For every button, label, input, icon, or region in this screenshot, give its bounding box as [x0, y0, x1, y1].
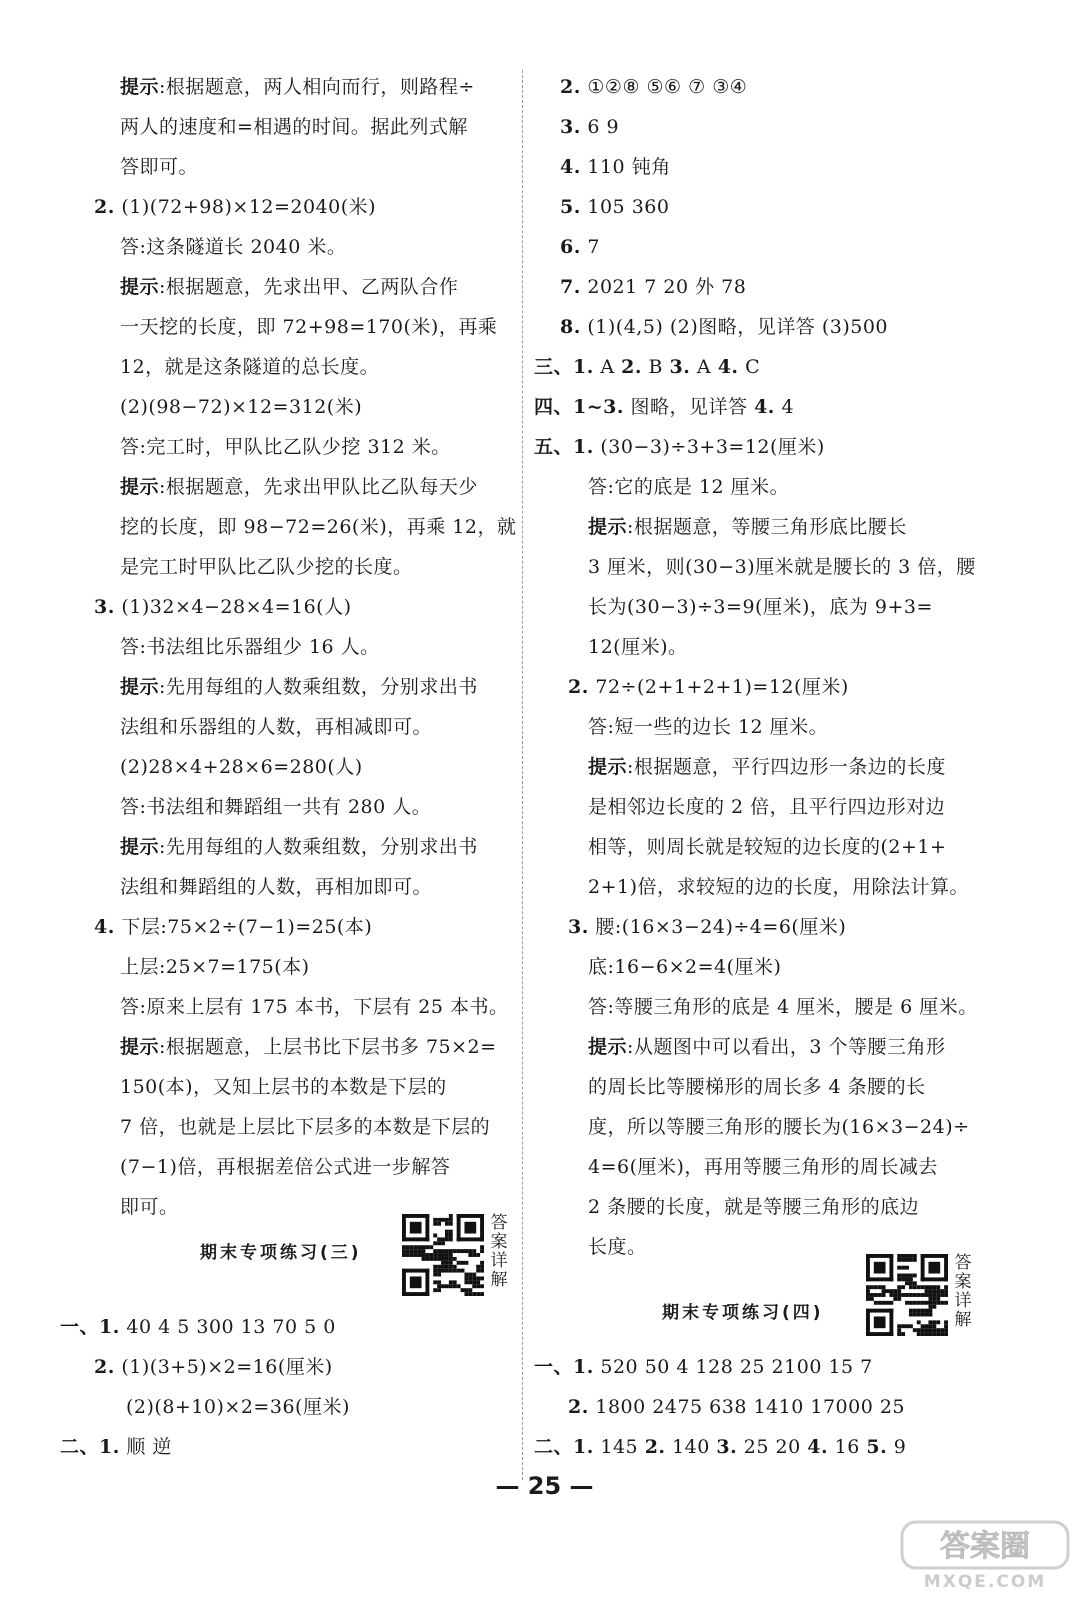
- answer-text: 法组和乐器组的人数，再相减即可。: [120, 716, 433, 738]
- answer-text: 40 4 5 300 13 70 5 0: [119, 1316, 336, 1338]
- answer-text: 2021 7 20 外 78: [580, 276, 747, 298]
- answer-label: 2.: [568, 1396, 589, 1418]
- answer-text: 3 厘米，则(30−3)厘米就是腰长的 3 倍，腰: [588, 556, 976, 578]
- answer-line: [60, 1314, 336, 1340]
- answer-label: 2.: [560, 76, 581, 98]
- answer-line: [588, 1194, 919, 1220]
- answer-label: 提示: [120, 76, 160, 98]
- answer-text: :根据题意，上层书比下层书多 75×2=: [159, 1036, 497, 1058]
- answer-line: [534, 1354, 873, 1380]
- answer-line: [588, 594, 933, 620]
- section-title-final-practice-4: 期末专项练习(四): [662, 1303, 824, 1323]
- answer-text: 4: [774, 396, 795, 418]
- answer-text: (2)28×4+28×6=280(人): [120, 756, 363, 778]
- answer-line: [588, 834, 946, 860]
- answer-line: [588, 994, 978, 1020]
- answer-line: [588, 1154, 938, 1180]
- answer-text: 答:书法组比乐器组少 16 人。: [120, 636, 380, 658]
- answer-line: [560, 314, 888, 340]
- answer-text: 答:这条隧道长 2040 米。: [120, 236, 347, 258]
- answer-label: 3.: [560, 116, 581, 138]
- answer-text: 两人的速度和=相遇的时间。据此列式解: [120, 116, 468, 138]
- answer-label: 二、1.: [60, 1436, 120, 1458]
- answer-text: 答:书法组和舞蹈组一共有 280 人。: [120, 796, 432, 818]
- watermark-url: MXQE.COM: [923, 1572, 1047, 1592]
- answer-text: (30−3)÷3+3=12(厘米): [593, 436, 825, 458]
- answer-line: [568, 674, 849, 700]
- answer-text: 7 倍，也就是上层比下层多的本数是下层的: [120, 1116, 491, 1138]
- answer-label: 2.: [644, 1436, 666, 1458]
- answer-line: [120, 1194, 179, 1220]
- answer-text: 25 20: [737, 1436, 808, 1458]
- answer-text: (7−1)倍，再根据差倍公式进一步解答: [120, 1156, 451, 1178]
- answer-line: [120, 674, 478, 700]
- answer-label: 5.: [560, 196, 581, 218]
- column-divider: [522, 70, 523, 1480]
- answer-line: [588, 754, 946, 780]
- answer-line: [120, 434, 451, 460]
- answer-text: (1)32×4−28×4=16(人): [114, 596, 352, 618]
- answer-line: [588, 514, 907, 540]
- answer-label: 三、1.: [534, 356, 594, 378]
- answer-label: 8.: [560, 316, 581, 338]
- answer-label: 提示: [588, 756, 628, 778]
- answer-label: 2.: [94, 196, 115, 218]
- answer-line: [588, 474, 789, 500]
- answer-text: 相等，则周长就是较短的边长度的(2+1+: [588, 836, 947, 858]
- answer-line: [560, 114, 619, 140]
- qr-code-graphic: [402, 1214, 484, 1296]
- answer-line: [94, 594, 352, 620]
- answer-label: 4.: [807, 1436, 829, 1458]
- answer-text: :根据题意，先求出甲队比乙队每天少: [159, 476, 478, 498]
- answer-text: :根据题意，等腰三角形底比腰长: [627, 516, 907, 538]
- answer-text: 法组和舞蹈组的人数，再相加即可。: [120, 876, 433, 898]
- answer-line: [126, 1394, 350, 1420]
- answer-label: 五、1.: [534, 436, 594, 458]
- answer-line: [568, 1394, 905, 1420]
- answer-label: 四、1~3.: [534, 396, 624, 418]
- answer-line: [94, 914, 372, 940]
- answer-text: 即可。: [120, 1196, 179, 1218]
- answer-text: 答:原来上层有 175 本书，下层有 25 本书。: [120, 996, 509, 1018]
- answer-text: 顺 逆: [119, 1436, 172, 1458]
- answer-line: [588, 874, 969, 900]
- answer-line: [120, 954, 310, 980]
- watermark-logo: [900, 1520, 1070, 1592]
- answer-text: 72÷(2+1+2+1)=12(厘米): [588, 676, 849, 698]
- answer-text: :根据题意，两人相向而行，则路程÷: [159, 76, 475, 98]
- watermark-text: 答案圈: [940, 1529, 1030, 1564]
- answer-line: [120, 474, 478, 500]
- section-title-final-practice-3: 期末专项练习(三): [200, 1243, 362, 1263]
- answer-label: 一、1.: [60, 1316, 120, 1338]
- answer-line: [560, 274, 746, 300]
- answer-line: [120, 394, 362, 420]
- qr-caption-answer-details: 答案详解: [490, 1213, 508, 1290]
- answer-line: [94, 1354, 333, 1380]
- answer-line: [60, 1434, 172, 1460]
- answer-label: 二、1.: [534, 1436, 594, 1458]
- answer-label: 2.: [621, 356, 642, 378]
- answer-text: ①②⑧ ⑤⑥ ⑦ ③④: [580, 76, 748, 98]
- answer-text: 105 360: [580, 196, 670, 218]
- answer-text: 7: [580, 236, 600, 258]
- answer-label: 2.: [568, 676, 589, 698]
- answer-label: 2.: [94, 1356, 115, 1378]
- answer-line: [120, 754, 363, 780]
- answer-line: [534, 354, 760, 380]
- answer-label: 提示: [120, 676, 160, 698]
- answer-line: [588, 1234, 647, 1260]
- answer-line: [120, 1074, 447, 1100]
- answer-line: [120, 1154, 450, 1180]
- answer-line: [588, 714, 828, 740]
- answer-text: 12，就是这条隧道的总长度。: [120, 356, 380, 378]
- answer-line: [534, 434, 825, 460]
- answer-text: 16: [828, 1436, 867, 1458]
- qr-code-graphic: [866, 1254, 948, 1336]
- watermark-graphic: [900, 1520, 1070, 1592]
- answer-text: 度，所以等腰三角形的腰长为(16×3−24)÷: [588, 1116, 970, 1138]
- answer-text: A: [690, 356, 718, 378]
- answer-label: 4.: [717, 356, 739, 378]
- answer-text: 2+1)倍，求较短的边的长度，用除法计算。: [588, 876, 970, 898]
- answer-text: 6 9: [580, 116, 620, 138]
- answer-text: 2 条腰的长度，就是等腰三角形的底边: [588, 1196, 920, 1218]
- answer-text: 9: [887, 1436, 907, 1458]
- answer-label: 提示: [120, 476, 160, 498]
- answer-line: [120, 994, 509, 1020]
- answer-text: 图略，见详答: [623, 396, 755, 418]
- answer-line: [120, 1034, 497, 1060]
- answer-label: 3.: [669, 356, 691, 378]
- answer-label: 提示: [120, 1036, 160, 1058]
- answer-text: 挖的长度，即 98−72=26(米)，再乘 12，就: [120, 516, 517, 538]
- answer-line: [568, 914, 846, 940]
- answer-text: (2)(98−72)×12=312(米): [120, 396, 363, 418]
- answer-line: [588, 634, 688, 660]
- answer-line: [588, 554, 976, 580]
- answer-text: 一天挖的长度，即 72+98=170(米)，再乘: [120, 316, 498, 338]
- answer-label: 提示: [588, 516, 628, 538]
- answer-label: 提示: [120, 836, 160, 858]
- answer-line: [120, 354, 379, 380]
- answer-text: B: [642, 356, 670, 378]
- answer-text: 150(本)，又知上层书的本数是下层的: [120, 1076, 447, 1098]
- answer-text: :根据题意，平行四边形一条边的长度: [627, 756, 946, 778]
- answer-text: 长为(30−3)÷3=9(厘米)，底为 9+3=: [588, 596, 933, 618]
- answer-text: 140: [665, 1436, 717, 1458]
- answer-text: :从题图中可以看出，3 个等腰三角形: [627, 1036, 946, 1058]
- answer-text: 上层:25×7=175(本): [120, 956, 310, 978]
- answer-line: [120, 274, 458, 300]
- answer-text: (1)(4,5) (2)图略，见详答 (3)500: [580, 316, 889, 338]
- answer-text: 520 50 4 128 25 2100 15 7: [593, 1356, 873, 1378]
- answer-line: [588, 1114, 970, 1140]
- answer-line: [120, 714, 432, 740]
- answer-text: 腰:(16×3−24)÷4=6(厘米): [588, 916, 847, 938]
- answer-label: 4.: [560, 156, 581, 178]
- answer-text: A: [593, 356, 622, 378]
- answer-text: 是相邻边长度的 2 倍，且平行四边形对边: [588, 796, 946, 818]
- answer-line: [120, 314, 497, 340]
- answer-line: [560, 74, 747, 100]
- answer-label: 3.: [94, 596, 115, 618]
- qr-caption-answer-details: 答案详解: [954, 1253, 972, 1330]
- answer-label: 3.: [716, 1436, 738, 1458]
- qr-code-icon[interactable]: [402, 1214, 484, 1296]
- answer-label: 一、1.: [534, 1356, 594, 1378]
- answer-text: 的周长比等腰梯形的周长多 4 条腰的长: [588, 1076, 926, 1098]
- answer-text: 1800 2475 638 1410 17000 25: [588, 1396, 906, 1418]
- answer-line: [588, 954, 781, 980]
- answer-label: 5.: [866, 1436, 888, 1458]
- answer-text: 答:完工时，甲队比乙队少挖 312 米。: [120, 436, 451, 458]
- answer-text: 长度。: [588, 1236, 647, 1258]
- answer-line: [560, 154, 671, 180]
- answer-line: [588, 1074, 926, 1100]
- answer-text: :先用每组的人数乘组数，分别求出书: [159, 836, 478, 858]
- page-number: — 25 —: [495, 1472, 594, 1500]
- answer-line: [534, 1434, 906, 1460]
- answer-text: (2)(8+10)×2=36(厘米): [126, 1396, 350, 1418]
- answer-text: (1)(72+98)×12=2040(米): [114, 196, 377, 218]
- answer-line: [120, 234, 346, 260]
- answer-label: 4.: [754, 396, 775, 418]
- answer-line: [120, 74, 475, 100]
- qr-code-icon[interactable]: [866, 1254, 948, 1336]
- answer-text: :根据题意，先求出甲、乙两队合作: [159, 276, 459, 298]
- answer-text: 答:短一些的边长 12 厘米。: [588, 716, 829, 738]
- answer-line: [120, 634, 380, 660]
- answer-line: [120, 114, 468, 140]
- answer-text: 答:它的底是 12 厘米。: [588, 476, 790, 498]
- answer-label: 6.: [560, 236, 581, 258]
- answer-line: [120, 794, 431, 820]
- answer-label: 提示: [588, 1036, 628, 1058]
- answer-text: (1)(3+5)×2=16(厘米): [114, 1356, 333, 1378]
- answer-text: 答即可。: [120, 156, 199, 178]
- answer-line: [120, 1114, 490, 1140]
- answer-line: [94, 194, 376, 220]
- answer-line: [588, 1034, 946, 1060]
- answer-line: [120, 514, 516, 540]
- answer-text: 是完工时甲队比乙队少挖的长度。: [120, 556, 413, 578]
- answer-line: [534, 394, 794, 420]
- answer-text: 答:等腰三角形的底是 4 厘米，腰是 6 厘米。: [588, 996, 978, 1018]
- answer-label: 7.: [560, 276, 581, 298]
- answer-line: [120, 154, 198, 180]
- answer-line: [560, 194, 669, 220]
- answer-label: 4.: [94, 916, 115, 938]
- answer-text: 4=6(厘米)，再用等腰三角形的周长减去: [588, 1156, 938, 1178]
- answer-text: 12(厘米)。: [588, 636, 688, 658]
- answer-line: [120, 554, 413, 580]
- answer-text: 145: [593, 1436, 645, 1458]
- answer-text: C: [738, 356, 761, 378]
- answer-line: [560, 234, 600, 260]
- answer-text: :先用每组的人数乘组数，分别求出书: [159, 676, 478, 698]
- answer-text: 下层:75×2÷(7−1)=25(本): [114, 916, 373, 938]
- answer-label: 3.: [568, 916, 589, 938]
- answer-line: [588, 794, 945, 820]
- answer-line: [120, 874, 432, 900]
- answer-line: [120, 834, 478, 860]
- answer-text: 底:16−6×2=4(厘米): [588, 956, 782, 978]
- answer-text: 110 钝角: [580, 156, 671, 178]
- answer-label: 提示: [120, 276, 160, 298]
